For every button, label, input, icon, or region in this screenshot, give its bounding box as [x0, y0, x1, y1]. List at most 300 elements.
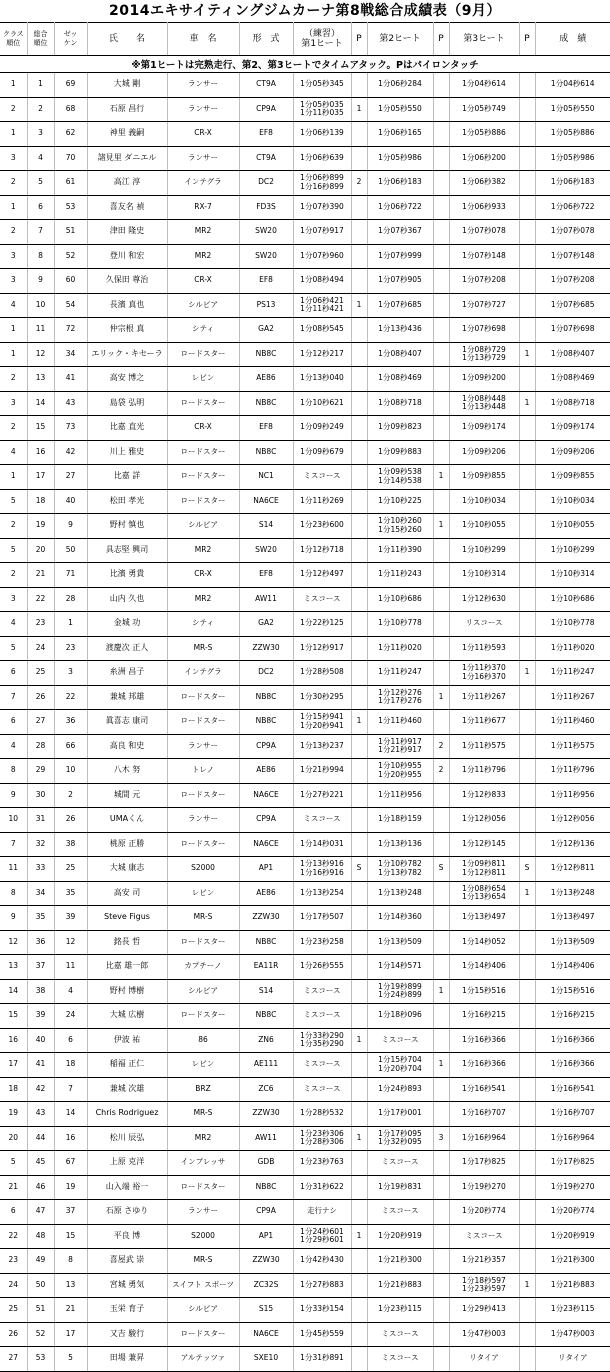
heat1-time-cell: 1分07秒917: [293, 220, 351, 245]
result-time-cell: 1分04秒614: [535, 73, 610, 98]
heat3-time-cell: 1分08秒654 1分13秒654: [449, 881, 519, 906]
model-cell: NB8C: [239, 342, 293, 367]
heat3-time-cell: 1分11秒593: [449, 636, 519, 661]
car-name-cell: インテグラ: [167, 171, 239, 196]
heat3-pylon-cell: [519, 97, 535, 122]
model-cell: CT9A: [239, 146, 293, 171]
heat2-time-cell: 1分17秒095 1分32秒095: [367, 1126, 433, 1151]
table-row: [0, 293, 610, 318]
model-cell: FD3S: [239, 195, 293, 220]
heat2-time-cell: 1分11秒390: [367, 538, 433, 563]
heat2-pylon-cell: [433, 440, 449, 465]
heat2-time-cell: 1分10秒260 1分15秒260: [367, 514, 433, 539]
overall-rank-cell: 21: [27, 563, 54, 588]
number-cell: 13: [54, 1273, 87, 1298]
car-name-cell: ランサー: [167, 808, 239, 833]
header-p1: P: [351, 23, 367, 56]
driver-name-cell: 宮城 勇気: [87, 1273, 167, 1298]
number-cell: 72: [54, 318, 87, 343]
driver-name-cell: 大城 康志: [87, 857, 167, 882]
model-cell: GA2: [239, 318, 293, 343]
header-heat3: 第3ヒート: [449, 23, 519, 56]
model-cell: ZC6: [239, 1077, 293, 1102]
overall-rank-cell: 42: [27, 1077, 54, 1102]
heat2-time-cell: 1分13秒436: [367, 318, 433, 343]
car-name-cell: レビン: [167, 1053, 239, 1078]
heat1-time-cell: 1分13秒040: [293, 367, 351, 392]
driver-name-cell: 神里 義嗣: [87, 122, 167, 147]
heat3-time-cell: 1分12秒630: [449, 587, 519, 612]
overall-rank-cell: 53: [27, 1347, 54, 1372]
heat3-pylon-cell: [519, 636, 535, 661]
class-rank-cell: 5: [0, 1151, 27, 1176]
number-cell: 35: [54, 881, 87, 906]
driver-name-cell: 銘長 哲: [87, 930, 167, 955]
heat2-pylon-cell: [433, 269, 449, 294]
heat3-pylon-cell: 1: [519, 391, 535, 416]
heat2-pylon-cell: [433, 1347, 449, 1372]
heat3-time-cell: 1分29秒413: [449, 1298, 519, 1323]
model-cell: NB8C: [239, 685, 293, 710]
heat2-pylon-cell: [433, 318, 449, 343]
driver-name-cell: 仲宗根 真: [87, 318, 167, 343]
heat3-pylon-cell: [519, 1053, 535, 1078]
heat2-pylon-cell: 3: [433, 1126, 449, 1151]
heat2-pylon-cell: [433, 1224, 449, 1249]
driver-name-cell: 田場 兼昇: [87, 1347, 167, 1372]
heat2-pylon-cell: 1: [433, 1053, 449, 1078]
number-cell: 4: [54, 979, 87, 1004]
heat3-pylon-cell: S: [519, 857, 535, 882]
table-row: [0, 465, 610, 490]
class-rank-cell: 21: [0, 1175, 27, 1200]
heat2-time-cell: 1分15秒704 1分20秒704: [367, 1053, 433, 1078]
heat2-pylon-cell: [433, 293, 449, 318]
heat1-time-cell: 1分06秒899 1分16秒899: [293, 171, 351, 196]
heat1-time-cell: 1分23秒258: [293, 930, 351, 955]
heat3-time-cell: 1分14秒052: [449, 930, 519, 955]
number-cell: 71: [54, 563, 87, 588]
overall-rank-cell: 27: [27, 710, 54, 735]
heat3-pylon-cell: [519, 979, 535, 1004]
model-cell: CP9A: [239, 808, 293, 833]
heat2-pylon-cell: [433, 1322, 449, 1347]
number-cell: 53: [54, 195, 87, 220]
heat3-time-cell: 1分09秒200: [449, 367, 519, 392]
driver-name-cell: 野村 博樹: [87, 979, 167, 1004]
heat3-pylon-cell: [519, 514, 535, 539]
table-row: [0, 734, 610, 759]
overall-rank-cell: 12: [27, 342, 54, 367]
number-cell: 1: [54, 612, 87, 637]
heat2-pylon-cell: [433, 1004, 449, 1029]
car-name-cell: シティ: [167, 612, 239, 637]
model-cell: GA2: [239, 612, 293, 637]
heat1-pylon-cell: [351, 1249, 367, 1274]
result-time-cell: 1分11秒460: [535, 710, 610, 735]
driver-name-cell: 兼城 邦雄: [87, 685, 167, 710]
heat2-time-cell: 1分14秒571: [367, 955, 433, 980]
car-name-cell: MR-S: [167, 1249, 239, 1274]
model-cell: NB8C: [239, 1175, 293, 1200]
overall-rank-cell: 47: [27, 1200, 54, 1225]
class-rank-cell: 1: [0, 318, 27, 343]
car-name-cell: 86: [167, 1028, 239, 1053]
driver-name-cell: 高良 和史: [87, 734, 167, 759]
header-car: 車 名: [167, 23, 239, 56]
heat2-time-cell: 1分21秒300: [367, 1249, 433, 1274]
number-cell: 28: [54, 587, 87, 612]
result-time-cell: リタイア: [535, 1347, 610, 1372]
class-rank-cell: 3: [0, 391, 27, 416]
car-name-cell: MR2: [167, 244, 239, 269]
heat1-pylon-cell: [351, 881, 367, 906]
overall-rank-cell: 46: [27, 1175, 54, 1200]
result-time-cell: 1分13秒509: [535, 930, 610, 955]
overall-rank-cell: 25: [27, 661, 54, 686]
heat2-time-cell: 1分18秒096: [367, 1004, 433, 1029]
number-cell: 43: [54, 391, 87, 416]
heat2-pylon-cell: [433, 244, 449, 269]
driver-name-cell: 糸洲 昌子: [87, 661, 167, 686]
heat2-pylon-cell: [433, 97, 449, 122]
driver-name-cell: 八木 努: [87, 759, 167, 784]
heat3-time-cell: 1分13秒497: [449, 906, 519, 931]
result-time-cell: 1分11秒796: [535, 759, 610, 784]
driver-name-cell: 島袋 弘明: [87, 391, 167, 416]
heat2-time-cell: 1分17秒001: [367, 1102, 433, 1127]
heat3-pylon-cell: [519, 195, 535, 220]
number-cell: 70: [54, 146, 87, 171]
heat2-time-cell: 1分13秒509: [367, 930, 433, 955]
heat1-pylon-cell: [351, 955, 367, 980]
number-cell: 41: [54, 367, 87, 392]
class-rank-cell: 13: [0, 955, 27, 980]
heat3-time-cell: 1分16秒215: [449, 1004, 519, 1029]
model-cell: NA6CE: [239, 1322, 293, 1347]
heat3-time-cell: 1分15秒516: [449, 979, 519, 1004]
heat3-pylon-cell: [519, 1004, 535, 1029]
class-rank-cell: 24: [0, 1273, 27, 1298]
overall-rank-cell: 32: [27, 832, 54, 857]
driver-name-cell: 川上 雅史: [87, 440, 167, 465]
driver-name-cell: 高安 博之: [87, 367, 167, 392]
table-row: [0, 881, 610, 906]
heat2-time-cell: 1分18秒159: [367, 808, 433, 833]
heat3-time-cell: 1分05秒749: [449, 97, 519, 122]
heat3-pylon-cell: [519, 220, 535, 245]
heat3-time-cell: 1分16秒366: [449, 1053, 519, 1078]
result-time-cell: 1分11秒020: [535, 636, 610, 661]
heat1-time-cell: 1分27秒221: [293, 783, 351, 808]
heat1-time-cell: 1分13秒254: [293, 881, 351, 906]
heat3-time-cell: 1分16秒366: [449, 1028, 519, 1053]
heat3-pylon-cell: 1: [519, 661, 535, 686]
heat3-pylon-cell: [519, 146, 535, 171]
result-time-cell: 1分11秒247: [535, 661, 610, 686]
result-time-cell: 1分19秒270: [535, 1175, 610, 1200]
heat3-pylon-cell: [519, 563, 535, 588]
heat1-pylon-cell: [351, 489, 367, 514]
number-cell: 9: [54, 514, 87, 539]
heat3-pylon-cell: [519, 1077, 535, 1102]
number-cell: 26: [54, 808, 87, 833]
table-row: [0, 97, 610, 122]
table-row: [0, 1347, 610, 1372]
header-heat2: 第2ヒート: [367, 23, 433, 56]
number-cell: 15: [54, 1224, 87, 1249]
heat3-time-cell: 1分16秒707: [449, 1102, 519, 1127]
heat1-time-cell: 1分09秒249: [293, 416, 351, 441]
model-cell: EF8: [239, 563, 293, 588]
heat1-time-cell: 1分12秒718: [293, 538, 351, 563]
table-row: [0, 1322, 610, 1347]
heat2-time-cell: 1分13秒136: [367, 832, 433, 857]
class-rank-cell: 19: [0, 1102, 27, 1127]
heat2-time-cell: 1分11秒460: [367, 710, 433, 735]
heat3-pylon-cell: [519, 1200, 535, 1225]
car-name-cell: トレノ: [167, 759, 239, 784]
heat1-time-cell: 1分33秒154: [293, 1298, 351, 1323]
heat2-pylon-cell: [433, 342, 449, 367]
number-cell: 62: [54, 122, 87, 147]
heat3-pylon-cell: [519, 1126, 535, 1151]
result-time-cell: 1分08秒407: [535, 342, 610, 367]
heat3-pylon-cell: [519, 318, 535, 343]
heat3-pylon-cell: [519, 465, 535, 490]
driver-name-cell: 金城 功: [87, 612, 167, 637]
car-name-cell: シルビア: [167, 1298, 239, 1323]
table-row: [0, 1200, 610, 1225]
heat1-pylon-cell: 1: [351, 1126, 367, 1151]
class-rank-cell: 2: [0, 416, 27, 441]
class-rank-cell: 3: [0, 269, 27, 294]
header-number: ゼッ ケン: [54, 23, 87, 56]
car-name-cell: ロードスター: [167, 930, 239, 955]
overall-rank-cell: 31: [27, 808, 54, 833]
heat3-pylon-cell: [519, 710, 535, 735]
heat3-pylon-cell: [519, 489, 535, 514]
number-cell: 36: [54, 710, 87, 735]
heat3-pylon-cell: [519, 759, 535, 784]
result-time-cell: 1分07秒078: [535, 220, 610, 245]
class-rank-cell: 3: [0, 146, 27, 171]
heat1-pylon-cell: [351, 465, 367, 490]
table-row: [0, 440, 610, 465]
class-rank-cell: 6: [0, 1200, 27, 1225]
class-rank-cell: 4: [0, 734, 27, 759]
heat2-time-cell: 1分19秒831: [367, 1175, 433, 1200]
table-row: [0, 538, 610, 563]
car-name-cell: ロードスター: [167, 1322, 239, 1347]
heat1-pylon-cell: [351, 563, 367, 588]
class-rank-cell: 5: [0, 538, 27, 563]
heat3-pylon-cell: [519, 416, 535, 441]
heat1-pylon-cell: [351, 1200, 367, 1225]
driver-name-cell: 平良 博: [87, 1224, 167, 1249]
overall-rank-cell: 39: [27, 1004, 54, 1029]
heat2-time-cell: 1分07秒367: [367, 220, 433, 245]
car-name-cell: CR-X: [167, 416, 239, 441]
header-result: 成 績: [535, 23, 610, 56]
heat2-time-cell: 1分07秒999: [367, 244, 433, 269]
heat1-pylon-cell: [351, 612, 367, 637]
heat3-time-cell: リスコース: [449, 612, 519, 637]
heat1-pylon-cell: [351, 538, 367, 563]
result-time-cell: 1分23秒115: [535, 1298, 610, 1323]
heat3-pylon-cell: [519, 1347, 535, 1372]
number-cell: 69: [54, 73, 87, 98]
number-cell: 38: [54, 832, 87, 857]
table-row: [0, 489, 610, 514]
car-name-cell: インテグラ: [167, 661, 239, 686]
car-name-cell: レビン: [167, 367, 239, 392]
table-row: [0, 563, 610, 588]
number-cell: 12: [54, 930, 87, 955]
number-cell: 3: [54, 661, 87, 686]
result-time-cell: 1分15秒516: [535, 979, 610, 1004]
heat1-pylon-cell: [351, 318, 367, 343]
car-name-cell: CR-X: [167, 122, 239, 147]
model-cell: AW11: [239, 587, 293, 612]
result-time-cell: 1分05秒886: [535, 122, 610, 147]
number-cell: 37: [54, 1200, 87, 1225]
heat1-pylon-cell: 1: [351, 1028, 367, 1053]
heat3-time-cell: 1分10秒034: [449, 489, 519, 514]
car-name-cell: S2000: [167, 857, 239, 882]
heat1-pylon-cell: 1: [351, 97, 367, 122]
heat2-pylon-cell: [433, 1102, 449, 1127]
heat1-pylon-cell: [351, 440, 367, 465]
number-cell: 14: [54, 1102, 87, 1127]
table-row: [0, 269, 610, 294]
heat2-time-cell: 1分24秒893: [367, 1077, 433, 1102]
class-rank-cell: 1: [0, 195, 27, 220]
driver-name-cell: 高江 淳: [87, 171, 167, 196]
heat3-time-cell: 1分10秒314: [449, 563, 519, 588]
result-time-cell: 1分09秒855: [535, 465, 610, 490]
car-name-cell: ロードスター: [167, 1175, 239, 1200]
model-cell: S14: [239, 979, 293, 1004]
heat1-pylon-cell: [351, 759, 367, 784]
model-cell: SXE10: [239, 1347, 293, 1372]
class-rank-cell: 2: [0, 367, 27, 392]
table-row: [0, 1102, 610, 1127]
driver-name-cell: 山入端 裕一: [87, 1175, 167, 1200]
driver-name-cell: 大城 剛: [87, 73, 167, 98]
driver-name-cell: 久保田 尊治: [87, 269, 167, 294]
table-row: [0, 342, 610, 367]
heat1-pylon-cell: [351, 587, 367, 612]
table-row: [0, 122, 610, 147]
heat3-time-cell: 1分06秒933: [449, 195, 519, 220]
heat1-time-cell: 1分23秒600: [293, 514, 351, 539]
model-cell: ZZW30: [239, 1249, 293, 1274]
driver-name-cell: 渡慶次 正人: [87, 636, 167, 661]
driver-name-cell: 兼城 次雄: [87, 1077, 167, 1102]
class-rank-cell: 2: [0, 514, 27, 539]
table-row: [0, 1004, 610, 1029]
result-time-cell: 1分16秒215: [535, 1004, 610, 1029]
driver-name-cell: 具志堅 興司: [87, 538, 167, 563]
number-cell: 42: [54, 440, 87, 465]
heat3-pylon-cell: [519, 1249, 535, 1274]
table-row: [0, 73, 610, 98]
heat3-time-cell: 1分07秒698: [449, 318, 519, 343]
heat3-pylon-cell: 1: [519, 1273, 535, 1298]
model-cell: NB8C: [239, 710, 293, 735]
result-time-cell: 1分07秒685: [535, 293, 610, 318]
heat2-time-cell: 1分19秒899 1分24秒899: [367, 979, 433, 1004]
heat2-pylon-cell: [433, 587, 449, 612]
heat3-pylon-cell: [519, 783, 535, 808]
number-cell: 10: [54, 759, 87, 784]
number-cell: 2: [54, 783, 87, 808]
result-time-cell: 1分16秒541: [535, 1077, 610, 1102]
overall-rank-cell: 43: [27, 1102, 54, 1127]
number-cell: 27: [54, 465, 87, 490]
heat1-pylon-cell: [351, 367, 367, 392]
heat3-time-cell: 1分47秒003: [449, 1322, 519, 1347]
heat3-time-cell: 1分12秒145: [449, 832, 519, 857]
car-name-cell: CR-X: [167, 563, 239, 588]
result-time-cell: 1分10秒778: [535, 612, 610, 637]
heat2-time-cell: 1分11秒247: [367, 661, 433, 686]
heat3-pylon-cell: [519, 538, 535, 563]
number-cell: 60: [54, 269, 87, 294]
driver-name-cell: 大城 広樹: [87, 1004, 167, 1029]
class-rank-cell: 5: [0, 489, 27, 514]
car-name-cell: アルテッツァ: [167, 1347, 239, 1372]
heat1-pylon-cell: [351, 979, 367, 1004]
result-time-cell: 1分08秒469: [535, 367, 610, 392]
overall-rank-cell: 3: [27, 122, 54, 147]
heat1-pylon-cell: [351, 930, 367, 955]
car-name-cell: ロードスター: [167, 342, 239, 367]
heat1-time-cell: 1分45秒559: [293, 1322, 351, 1347]
number-cell: 17: [54, 1322, 87, 1347]
heat1-time-cell: 1分14秒031: [293, 832, 351, 857]
heat1-pylon-cell: [351, 220, 367, 245]
car-name-cell: ランサー: [167, 73, 239, 98]
heat2-time-cell: 1分06秒284: [367, 73, 433, 98]
heat2-pylon-cell: [433, 832, 449, 857]
heat2-pylon-cell: [433, 122, 449, 147]
heat3-pylon-cell: [519, 1298, 535, 1323]
driver-name-cell: 長濱 真也: [87, 293, 167, 318]
overall-rank-cell: 34: [27, 881, 54, 906]
car-name-cell: MR2: [167, 587, 239, 612]
heat1-time-cell: 1分28秒508: [293, 661, 351, 686]
heat3-pylon-cell: [519, 269, 535, 294]
heat3-pylon-cell: [519, 244, 535, 269]
class-rank-cell: 4: [0, 293, 27, 318]
heat1-time-cell: 1分30秒295: [293, 685, 351, 710]
heat1-pylon-cell: [351, 685, 367, 710]
heat2-time-cell: 1分05秒550: [367, 97, 433, 122]
heat3-time-cell: 1分10秒055: [449, 514, 519, 539]
overall-rank-cell: 1: [27, 73, 54, 98]
heat2-time-cell: 1分11秒956: [367, 783, 433, 808]
model-cell: ZN6: [239, 1028, 293, 1053]
result-time-cell: 1分20秒774: [535, 1200, 610, 1225]
class-rank-cell: 2: [0, 171, 27, 196]
car-name-cell: シティ: [167, 318, 239, 343]
car-name-cell: S2000: [167, 1224, 239, 1249]
heat3-pylon-cell: [519, 440, 535, 465]
heat3-time-cell: 1分20秒774: [449, 1200, 519, 1225]
heat3-time-cell: 1分16秒541: [449, 1077, 519, 1102]
